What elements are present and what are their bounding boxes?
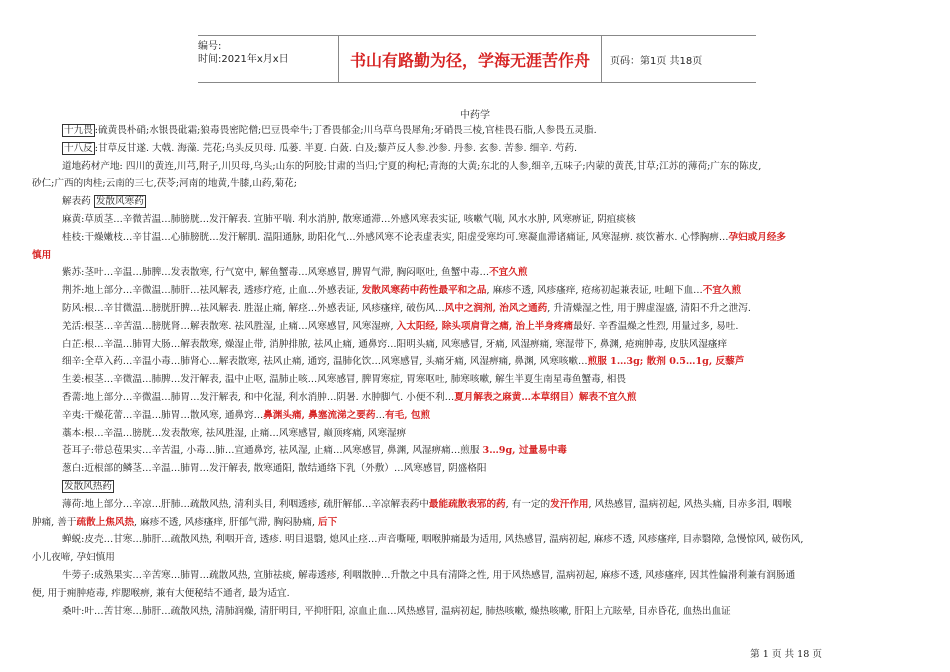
text-line [32, 175, 902, 193]
text-line [62, 211, 902, 229]
text-line [62, 336, 902, 354]
header-page-label: 页码：第1页 共18页 [610, 56, 703, 67]
text-line [62, 407, 902, 425]
text-segment: 最好. 辛香温燥之性烈, 用量过多, 易吐. [573, 320, 739, 332]
highlight-text: 孕妇或月经多 [728, 231, 787, 243]
text-segment: 肿痛, 善于 [32, 516, 77, 528]
text-segment: 羌活:根茎…辛苦温…膀胱肾…解表散寒. 祛风胜湿, 止痛…风寒感冒, 风寒湿痹, [62, 320, 397, 332]
document-title: 中药学 [460, 110, 490, 121]
text-segment: , 升清燥湿之性, 用于脾虚湿盛, 清阳不升之泄泻. [547, 302, 751, 314]
text-segment: 道地药材产地: 四川的黄连,川芎,附子,川贝母,乌头;山东的阿胶;甘肃的当归;宁夏的枸杞;青海的大黄;东北的人参,细辛,五味子;内蒙的黄芪,甘草;江苏的薄荷;广东的陈皮, [62, 160, 762, 172]
text-segment: 葱白:近根部的鳞茎…辛温…肺胃…发汗解表, 散寒通阳, 散结通络下乳（外敷）…风寒感冒, 阴盛格阳 [62, 463, 487, 475]
text-segment: 桂枝:干燥嫩枝…辛甘温…心肺膀胱…发汗解肌. 温阳通脉, 助阳化气…外感风寒不论表虚表实, 阳虚受寒均可.寒凝血滞诸痛证, 风寒湿痹. 痰饮蓄水. 心悸胸痹… [62, 231, 729, 243]
text-line [62, 371, 902, 389]
section-heading: 发散风热药 [64, 480, 112, 492]
text-line [62, 193, 902, 211]
text-segment: 桑叶:叶…苦甘寒…肺肝…疏散风热, 清肺润燥, 清肝明目, 平抑肝阳, 凉血止血…风热感冒, 温病初起, 肺热咳嗽, 燥热咳嗽, 肝阳上亢眩晕, 目赤昏花, 血热出血证 [62, 605, 731, 617]
text-line [62, 567, 902, 585]
highlight-text: 疏散上焦风热 [76, 516, 135, 528]
text-segment: … [375, 409, 386, 421]
highlight-text: 鼻渊头痛, 鼻塞流涕之要药 [263, 409, 376, 421]
text-segment: 细辛:全草入药…辛温小毒…肺肾心…解表散寒, 祛风止痛, 通窍, 温肺化饮…风寒感冒, 头痛牙痛, 风湿痹痛, 鼻渊, 风寒咳嗽… [62, 356, 588, 368]
text-segment: , 麻疹不透, 风疹瘙痒, 疮疡初起兼表证, 吐衄下血… [486, 285, 703, 297]
text-line [32, 247, 902, 265]
text-line [62, 603, 902, 621]
time-label: 时间:2021年x月x日 [198, 54, 289, 65]
text-line [62, 282, 902, 300]
text-line [62, 140, 902, 158]
highlight-text: 慎用 [32, 249, 52, 261]
highlight-text: 夏月解表之麻黄…本草纲目）解表不宜久煎 [454, 391, 637, 403]
text-segment: 防风:根…辛甘微温…膀胱肝脾…祛风解表. 胜湿止痛, 解痉…外感表证, 风疹瘙痒, 破伤风… [62, 302, 445, 314]
text-line [62, 531, 902, 549]
text-line [32, 514, 902, 532]
text-segment: 白芷:根…辛温…肺胃大肠…解表散寒, 燥湿止带, 消肿排脓, 祛风止痛, 通鼻窍…阳明头痛, 风寒感冒, 牙痛, 风湿痹痛, 寒湿带下, 鼻渊, 疮痈肿毒, 皮肤风湿瘙痒 [62, 338, 728, 350]
text-segment: 香薷:地上部分…辛微温…肺胃…发汗解表, 和中化湿, 利水消肿…阴暑. 水肿脚气. 小便不利… [62, 391, 455, 403]
text-segment: 紫苏:茎叶…辛温…肺脾…发表散寒, 行气宽中, 解鱼蟹毒…风寒感冒, 脾胃气滞, 胸闷呕吐, 鱼蟹中毒… [62, 267, 490, 279]
text-segment: , 风热感冒, 温病初起, 风热头痛, 目赤多泪, 咽喉 [588, 498, 792, 510]
text-line [62, 442, 902, 460]
text-line [62, 389, 902, 407]
page-header [198, 35, 756, 83]
highlight-text: 后下 [318, 516, 338, 528]
text-line [62, 300, 902, 318]
text-segment: 荆芥:地上部分…辛微温…肺肝…祛风解表, 透疹疗疮, 止血…外感表证, [62, 285, 362, 297]
text-segment: , 有一定的 [505, 498, 551, 510]
text-line [62, 496, 902, 514]
text-line [62, 264, 902, 282]
highlight-text: 不宜久煎 [702, 285, 742, 297]
text-line [62, 229, 902, 247]
highlight-text: 不宜久煎 [489, 267, 528, 279]
highlight-text: 入太阳经, 除头项肩背之痛, 治上半身疼痛 [396, 320, 574, 332]
header-motto: 书山有路勤为径，学海无涯苦作舟 [338, 36, 602, 82]
highlight-text: 发汗作用 [550, 498, 589, 510]
text-segment: :硫黄畏朴硝;水银畏砒霜;狼毒畏密陀僧;巴豆畏牵牛;丁香畏郁金;川乌草乌畏犀角;牙硝畏三棱,官桂畏石脂,人参畏五灵脂. [94, 125, 597, 136]
text-line [62, 158, 902, 176]
text-segment: 蝉蜕:皮壳…甘寒…肺肝…疏散风热, 利咽开音, 透疹. 明目退翳, 熄风止痉…声音嘶哑, 咽喉肿痛最为适用, 风热感冒, 温病初起, 麻疹不透, 风疹瘙痒, 目赤翳障, 急慢惊风, 破伤风, [62, 534, 804, 546]
text-segment: 麻黄:草质茎…辛微苦温…肺膀胱…发汗解表. 宣肺平喘. 利水消肿, 散寒通滞…外感风寒表实证, 咳嗽气喘, 风水水肿, 风寒痹证, 阴疽痰核 [62, 213, 636, 225]
highlight-text: 最能疏散表邪的药 [428, 498, 506, 510]
section-heading: 十八反 [64, 142, 93, 154]
text-line [62, 353, 902, 371]
text-line [32, 585, 902, 603]
highlight-text: 风中之润剂, 治风之通药 [444, 302, 548, 314]
text-segment: 生姜:根茎…辛微温…肺脾…发汗解表, 温中止呕, 温肺止咳…风寒感冒, 脾胃寒症, 胃寒呕吐, 肺寒咳嗽, 解生半夏生南星毒鱼蟹毒, 相畏 [62, 374, 626, 386]
text-segment: 解表药 [62, 196, 94, 208]
text-segment: , 麻疹不透, 风疹瘙痒, 肝郁气滞, 胸闷胁痛, [134, 516, 319, 528]
highlight-text: 有毛, 包煎 [385, 409, 431, 421]
text-segment: 辛夷:干燥花蕾…辛温…肺胃…散风寒, 通鼻窍… [62, 409, 264, 421]
text-segment: 小儿夜啼, 孕妇慎用 [32, 552, 115, 564]
page-footer: 第 1 页 共 18 页 [750, 649, 822, 660]
text-segment: 牛蒡子:成熟果实…辛苦寒…肺胃…疏散风热, 宣肺祛痰, 解毒透疹, 利咽散肿…升散之中具有清降之性, 用于风热感冒, 温病初起, 麻疹不透, 风疹瘙痒, 因其性偏滑利兼有润肠通 [62, 569, 796, 581]
highlight-text: 发散风寒药中药性最平和之品 [361, 285, 487, 297]
section-heading: 十九畏 [64, 125, 93, 136]
text-line [62, 122, 902, 140]
section-heading: 发散风寒药 [95, 196, 144, 208]
highlight-text: 3…9g, 过量易中毒 [482, 445, 567, 457]
text-segment: 苍耳子:带总苞果实…辛苦温, 小毒…肺…宣通鼻窍, 祛风湿, 止痛…风寒感冒, 鼻渊, 风湿痹痛…煎服 [62, 445, 483, 457]
header-info [198, 40, 336, 80]
text-line [62, 478, 902, 496]
text-segment: 薄荷:地上部分…辛凉…肝肺…疏散风热, 清利头目, 利咽透疹, 疏肝解郁…辛凉解表药中 [62, 498, 429, 510]
text-segment: :甘草反甘遂. 大戟. 海藻. 芫花;乌头反贝母. 瓜蒌. 半夏. 白蔹. 白及;藜芦反人参.沙参. 丹参. 玄参. 苦参. 细辛. 芍药. [94, 142, 578, 154]
text-segment: 便, 用于痈肿疮毒, 痄腮喉痹, 兼有大便秘结不通者, 最为适宜. [32, 587, 290, 599]
text-line [62, 425, 902, 443]
text-segment: 砂仁;广西的肉桂;云南的三七,茯苓;河南的地黄,牛膝,山药,菊花; [32, 178, 297, 190]
highlight-text: 煎服 1…3g; 散剂 0.5…1g, 反藜芦 [587, 356, 745, 368]
text-line [62, 318, 902, 336]
text-segment: 藁本:根…辛温…膀胱…发表散寒, 祛风胜湿, 止痛…风寒感冒, 巅顶疼痛, 风寒湿痹 [62, 427, 407, 439]
text-line [62, 460, 902, 478]
text-line [32, 549, 902, 567]
number-label: 编号: [198, 41, 222, 52]
document-body [32, 122, 902, 620]
